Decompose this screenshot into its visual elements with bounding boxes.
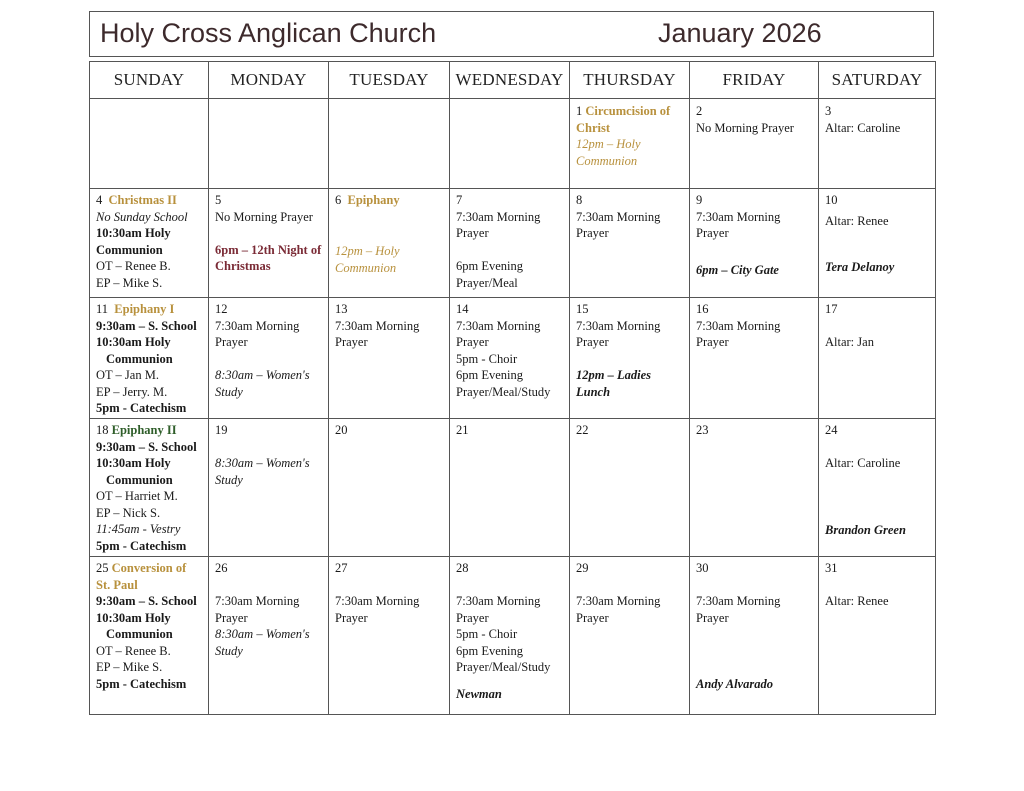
event-line: 12pm – Holy — [335, 244, 400, 258]
day-cell — [570, 99, 690, 189]
event-line: Communion — [106, 627, 173, 641]
event-line: OT – Renee B. — [96, 259, 171, 273]
event-line: Prayer — [456, 335, 489, 349]
day-cell — [450, 298, 570, 419]
feast-name: Epiphany I — [114, 302, 175, 316]
event-line: 10:30am Holy — [96, 335, 171, 349]
week-row — [90, 298, 936, 419]
event-line: Altar: Caroline — [825, 120, 901, 135]
day-number: 19 — [215, 423, 228, 437]
event-line: Prayer — [215, 610, 248, 625]
volunteer-name: Newman — [456, 686, 502, 701]
event-line: Study — [215, 472, 243, 487]
event-line: 8:30am – Women's — [215, 368, 310, 382]
event-line: Prayer — [335, 335, 368, 349]
day-cell — [90, 298, 209, 419]
event-line: 6pm – 12th Night of — [215, 242, 322, 257]
event-line: Altar: Jan — [825, 335, 874, 349]
event-line: Prayer — [215, 335, 248, 349]
day-cell — [209, 557, 329, 715]
church-name: Holy Cross Anglican Church — [100, 18, 437, 48]
feast-name-line2: St. Paul — [96, 577, 138, 592]
event-line: Lunch — [576, 384, 611, 399]
event-line: 7:30am Morning — [456, 318, 541, 333]
event-line: 9:30am – S. School — [96, 318, 197, 333]
event-line: 7:30am Morning — [696, 318, 781, 333]
day-cell — [450, 419, 570, 557]
day-number: 30 — [696, 561, 709, 575]
event-line: 6pm Evening — [456, 643, 524, 658]
event-line: 7:30am Morning — [576, 318, 661, 333]
day-cell — [690, 189, 819, 298]
event-line: 6pm Evening — [456, 259, 524, 273]
day-number: 3 — [825, 104, 832, 118]
weekday-header: SUNDAY — [90, 62, 209, 99]
day-cell — [819, 419, 936, 557]
event-line: 5pm - Choir — [456, 627, 518, 641]
day-cell — [819, 99, 936, 189]
event-line: 7:30am Morning — [456, 209, 541, 224]
event-line: 10:30am Holy — [96, 610, 171, 625]
calendar-header — [89, 11, 934, 57]
day-number: 10 — [825, 193, 838, 207]
day-cell — [690, 99, 819, 189]
event-line: 10:30am Holy — [96, 456, 171, 470]
event-line: OT – Renee B. — [96, 643, 171, 658]
event-line: 8:30am – Women's — [215, 627, 310, 641]
day-cell — [570, 557, 690, 715]
event-line: Study — [215, 384, 243, 399]
day-number: 31 — [825, 561, 838, 575]
feast-name: Circumcision of Christ — [576, 104, 671, 135]
day-number: 20 — [335, 423, 348, 437]
day-number: 12 — [215, 302, 228, 316]
day-number: 23 — [696, 423, 709, 437]
day-cell — [329, 419, 450, 557]
event-line: Study — [215, 643, 243, 658]
event-line: 8:30am – Women's — [215, 456, 310, 470]
day-cell-empty — [90, 99, 209, 189]
event-line: Altar: Renee — [825, 594, 889, 608]
weekday-header: TUESDAY — [329, 62, 450, 99]
event-line: Prayer — [696, 226, 729, 240]
event-line: 5pm - Catechism — [96, 538, 187, 553]
day-cell — [690, 557, 819, 715]
day-cell — [690, 298, 819, 419]
event-line: OT – Jan M. — [96, 368, 159, 382]
day-cell — [329, 189, 450, 298]
day-number: 26 — [215, 561, 228, 575]
event-line: 12pm – Ladies — [576, 368, 651, 382]
event-line: EP – Mike S. — [96, 660, 163, 674]
day-cell — [90, 557, 209, 715]
day-number: 17 — [825, 302, 838, 316]
event-line: OT – Harriet M. — [96, 489, 178, 503]
event-line: 7:30am Morning — [696, 594, 781, 608]
day-number: 1 — [576, 104, 583, 118]
event-line: 5pm - Choir — [456, 351, 518, 366]
day-number: 11 — [96, 302, 109, 316]
event-line: Prayer/Meal — [456, 275, 518, 290]
day-cell — [570, 298, 690, 419]
event-line: Altar: Caroline — [825, 456, 901, 470]
day-number: 5 — [215, 193, 222, 207]
day-cell — [690, 419, 819, 557]
day-cell — [450, 557, 570, 715]
event-line: 7:30am Morning — [576, 594, 661, 608]
day-number: 21 — [456, 423, 469, 437]
event-line: 7:30am Morning — [335, 318, 420, 333]
event-line: Altar: Renee — [825, 213, 889, 228]
day-cell — [570, 419, 690, 557]
feast-name: Epiphany II — [111, 423, 177, 437]
event-line: 7:30am Morning — [456, 594, 541, 608]
day-number: 29 — [576, 561, 589, 575]
day-number: 7 — [456, 193, 463, 207]
day-number: 18 — [96, 423, 109, 437]
weekday-header-row — [90, 62, 936, 99]
event-line: No Sunday School — [96, 209, 188, 224]
day-number: 4 — [96, 193, 103, 207]
day-cell — [329, 557, 450, 715]
event-line: Communion — [106, 472, 173, 487]
week-row — [90, 557, 936, 715]
event-line: 7:30am Morning — [215, 318, 300, 333]
event-line: Prayer/Meal/Study — [456, 384, 551, 399]
volunteer-name: Brandon Green — [825, 522, 906, 537]
weekday-header: SATURDAY — [819, 62, 936, 99]
day-number: 9 — [696, 193, 703, 207]
event-line: Prayer — [576, 226, 609, 240]
event-line: No Morning Prayer — [215, 209, 313, 224]
event-line: Communion — [106, 351, 173, 366]
volunteer-name: Andy Alvarado — [696, 677, 773, 691]
event-line: 9:30am – S. School — [96, 439, 197, 454]
event-line: EP – Mike S. — [96, 275, 163, 290]
event-line: 6pm Evening — [456, 368, 524, 382]
day-number: 6 — [335, 193, 342, 207]
day-cell-empty — [209, 99, 329, 189]
event-line: 7:30am Morning — [696, 209, 781, 224]
event-line: 7:30am Morning — [576, 209, 661, 224]
day-cell — [819, 557, 936, 715]
event-line: No Morning Prayer — [696, 120, 794, 135]
day-cell — [450, 189, 570, 298]
day-number: 14 — [456, 302, 469, 316]
feast-name: Epiphany — [347, 193, 400, 207]
event-line: 7:30am Morning — [215, 594, 300, 608]
feast-name: Christmas II — [108, 193, 177, 207]
day-number: 28 — [456, 561, 469, 575]
day-cell-empty — [329, 99, 450, 189]
event-line: Prayer — [576, 335, 609, 349]
weekday-header: THURSDAY — [570, 62, 690, 99]
event-line: Prayer/Meal/Study — [456, 660, 551, 674]
event-line: Prayer — [335, 610, 368, 625]
day-number: 15 — [576, 302, 589, 316]
event-line: Prayer — [456, 610, 489, 625]
weekday-header: WEDNESDAY — [450, 62, 570, 99]
calendar-grid — [89, 61, 936, 715]
event-line: 5pm - Catechism — [96, 676, 187, 691]
week-row — [90, 99, 936, 189]
feast-name: Conversion of — [111, 561, 187, 575]
event-line: 6pm – City Gate — [696, 262, 779, 277]
month-title: January 2026 — [658, 18, 822, 48]
day-number: 24 — [825, 423, 838, 437]
week-row — [90, 189, 936, 298]
day-number: 13 — [335, 302, 348, 316]
day-cell — [90, 419, 209, 557]
weekday-header: FRIDAY — [690, 62, 819, 99]
volunteer-name: Tera Delanoy — [825, 260, 895, 274]
day-number: 16 — [696, 302, 709, 316]
event-line: Prayer — [456, 226, 489, 240]
event-line: Communion — [335, 260, 397, 275]
event-line: 9:30am – S. School — [96, 594, 197, 608]
event-line: 11:45am - Vestry — [96, 522, 181, 536]
day-cell — [90, 189, 209, 298]
day-number: 8 — [576, 193, 583, 207]
event-line: Prayer — [696, 610, 729, 625]
day-number: 27 — [335, 561, 348, 575]
day-number: 2 — [696, 104, 703, 118]
day-number: 22 — [576, 423, 589, 437]
event-line: Prayer — [696, 335, 729, 349]
event-line: 10:30am Holy — [96, 226, 171, 240]
day-cell — [819, 298, 936, 419]
event-line: Prayer — [576, 610, 609, 625]
weekday-header: MONDAY — [209, 62, 329, 99]
event-line: EP – Nick S. — [96, 505, 161, 520]
day-cell — [209, 189, 329, 298]
week-row — [90, 419, 936, 557]
event-line: 7:30am Morning — [335, 594, 420, 608]
event-line: EP – Jerry. M. — [96, 384, 168, 399]
event-line: Christmas — [215, 259, 271, 273]
day-cell — [819, 189, 936, 298]
day-cell — [209, 298, 329, 419]
day-cell — [570, 189, 690, 298]
event-line: 12pm – Holy — [576, 137, 641, 151]
day-cell — [329, 298, 450, 419]
day-cell-empty — [450, 99, 570, 189]
day-cell — [209, 419, 329, 557]
event-line: Communion — [576, 153, 638, 168]
event-line: 5pm - Catechism — [96, 401, 187, 415]
day-number: 25 — [96, 561, 109, 575]
event-line: Communion — [96, 242, 163, 257]
